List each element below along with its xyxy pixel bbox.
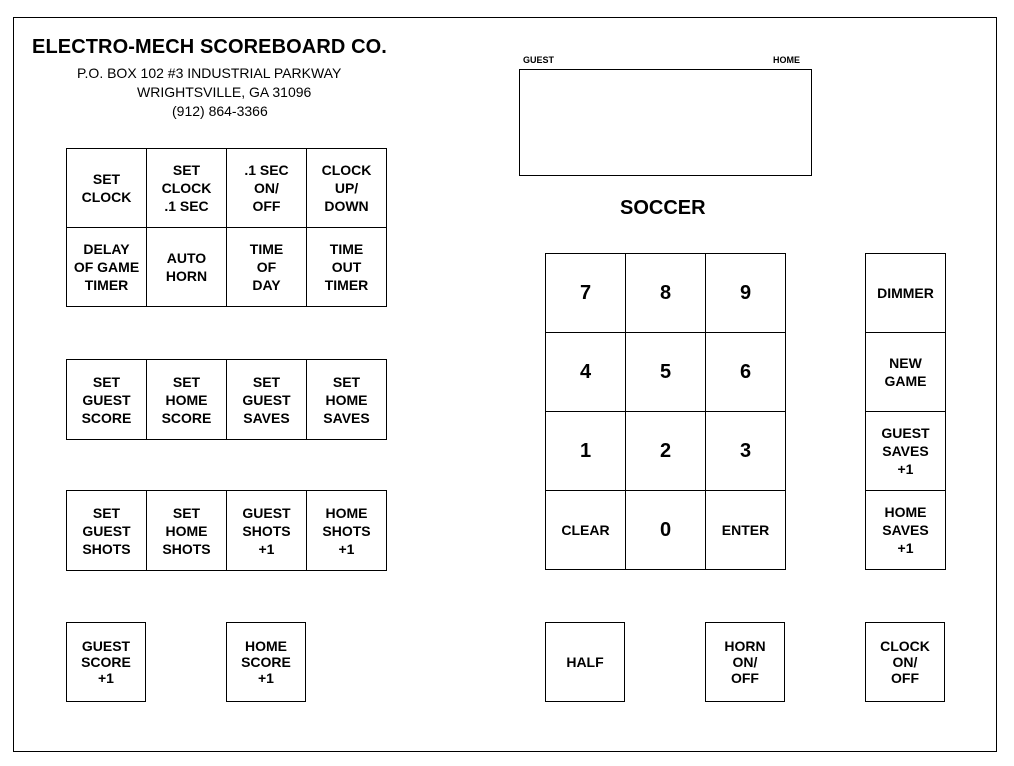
set-guest-saves-button[interactable]: SET GUEST SAVES <box>227 360 307 440</box>
set-home-score-button[interactable]: SET HOME SCORE <box>147 360 227 440</box>
tenth-sec-toggle-button[interactable]: .1 SEC ON/ OFF <box>227 149 307 228</box>
key-4[interactable]: 4 <box>546 333 626 412</box>
clear-button[interactable]: CLEAR <box>546 491 626 570</box>
score-keys-group <box>66 359 387 440</box>
key-0[interactable]: 0 <box>626 491 706 570</box>
address-line-2: WRIGHTSVILLE, GA 31096 <box>137 84 312 100</box>
clock-keys-group <box>66 148 387 307</box>
numeric-keypad <box>545 253 786 570</box>
shots-keys-group <box>66 490 387 571</box>
dimmer-button[interactable]: DIMMER <box>866 254 946 333</box>
new-game-button[interactable]: NEW GAME <box>866 333 946 412</box>
time-out-timer-button[interactable]: TIME OUT TIMER <box>307 228 387 307</box>
set-home-shots-button[interactable]: SET HOME SHOTS <box>147 491 227 571</box>
set-guest-shots-button[interactable]: SET GUEST SHOTS <box>67 491 147 571</box>
phone-number: (912) 864-3366 <box>172 103 268 119</box>
guest-saves-plus-button[interactable]: GUEST SAVES +1 <box>866 412 946 491</box>
guest-score-plus-button[interactable]: GUEST SCORE +1 <box>66 622 146 702</box>
sport-title: SOCCER <box>620 197 706 219</box>
delay-of-game-timer-button[interactable]: DELAY OF GAME TIMER <box>67 228 147 307</box>
set-clock-button[interactable]: SET CLOCK <box>67 149 147 228</box>
scoreboard-display <box>519 69 812 176</box>
address-line-1: P.O. BOX 102 #3 INDUSTRIAL PARKWAY <box>77 65 342 81</box>
key-3[interactable]: 3 <box>706 412 786 491</box>
clock-up-down-button[interactable]: CLOCK UP/ DOWN <box>307 149 387 228</box>
home-shots-plus-button[interactable]: HOME SHOTS +1 <box>307 491 387 571</box>
clock-toggle-button[interactable]: CLOCK ON/ OFF <box>865 622 945 702</box>
key-5[interactable]: 5 <box>626 333 706 412</box>
half-button[interactable]: HALF <box>545 622 625 702</box>
right-keys-group <box>865 253 946 570</box>
auto-horn-button[interactable]: AUTO HORN <box>147 228 227 307</box>
guest-shots-plus-button[interactable]: GUEST SHOTS +1 <box>227 491 307 571</box>
key-8[interactable]: 8 <box>626 254 706 333</box>
time-of-day-button[interactable]: TIME OF DAY <box>227 228 307 307</box>
set-home-saves-button[interactable]: SET HOME SAVES <box>307 360 387 440</box>
home-saves-plus-button[interactable]: HOME SAVES +1 <box>866 491 946 570</box>
key-7[interactable]: 7 <box>546 254 626 333</box>
home-display-label: HOME <box>773 55 800 65</box>
key-2[interactable]: 2 <box>626 412 706 491</box>
set-guest-score-button[interactable]: SET GUEST SCORE <box>67 360 147 440</box>
company-name: ELECTRO-MECH SCOREBOARD CO. <box>32 36 387 58</box>
key-1[interactable]: 1 <box>546 412 626 491</box>
guest-display-label: GUEST <box>523 55 555 65</box>
key-6[interactable]: 6 <box>706 333 786 412</box>
set-clock-tenth-button[interactable]: SET CLOCK .1 SEC <box>147 149 227 228</box>
key-9[interactable]: 9 <box>706 254 786 333</box>
home-score-plus-button[interactable]: HOME SCORE +1 <box>226 622 306 702</box>
enter-button[interactable]: ENTER <box>706 491 786 570</box>
horn-toggle-button[interactable]: HORN ON/ OFF <box>705 622 785 702</box>
